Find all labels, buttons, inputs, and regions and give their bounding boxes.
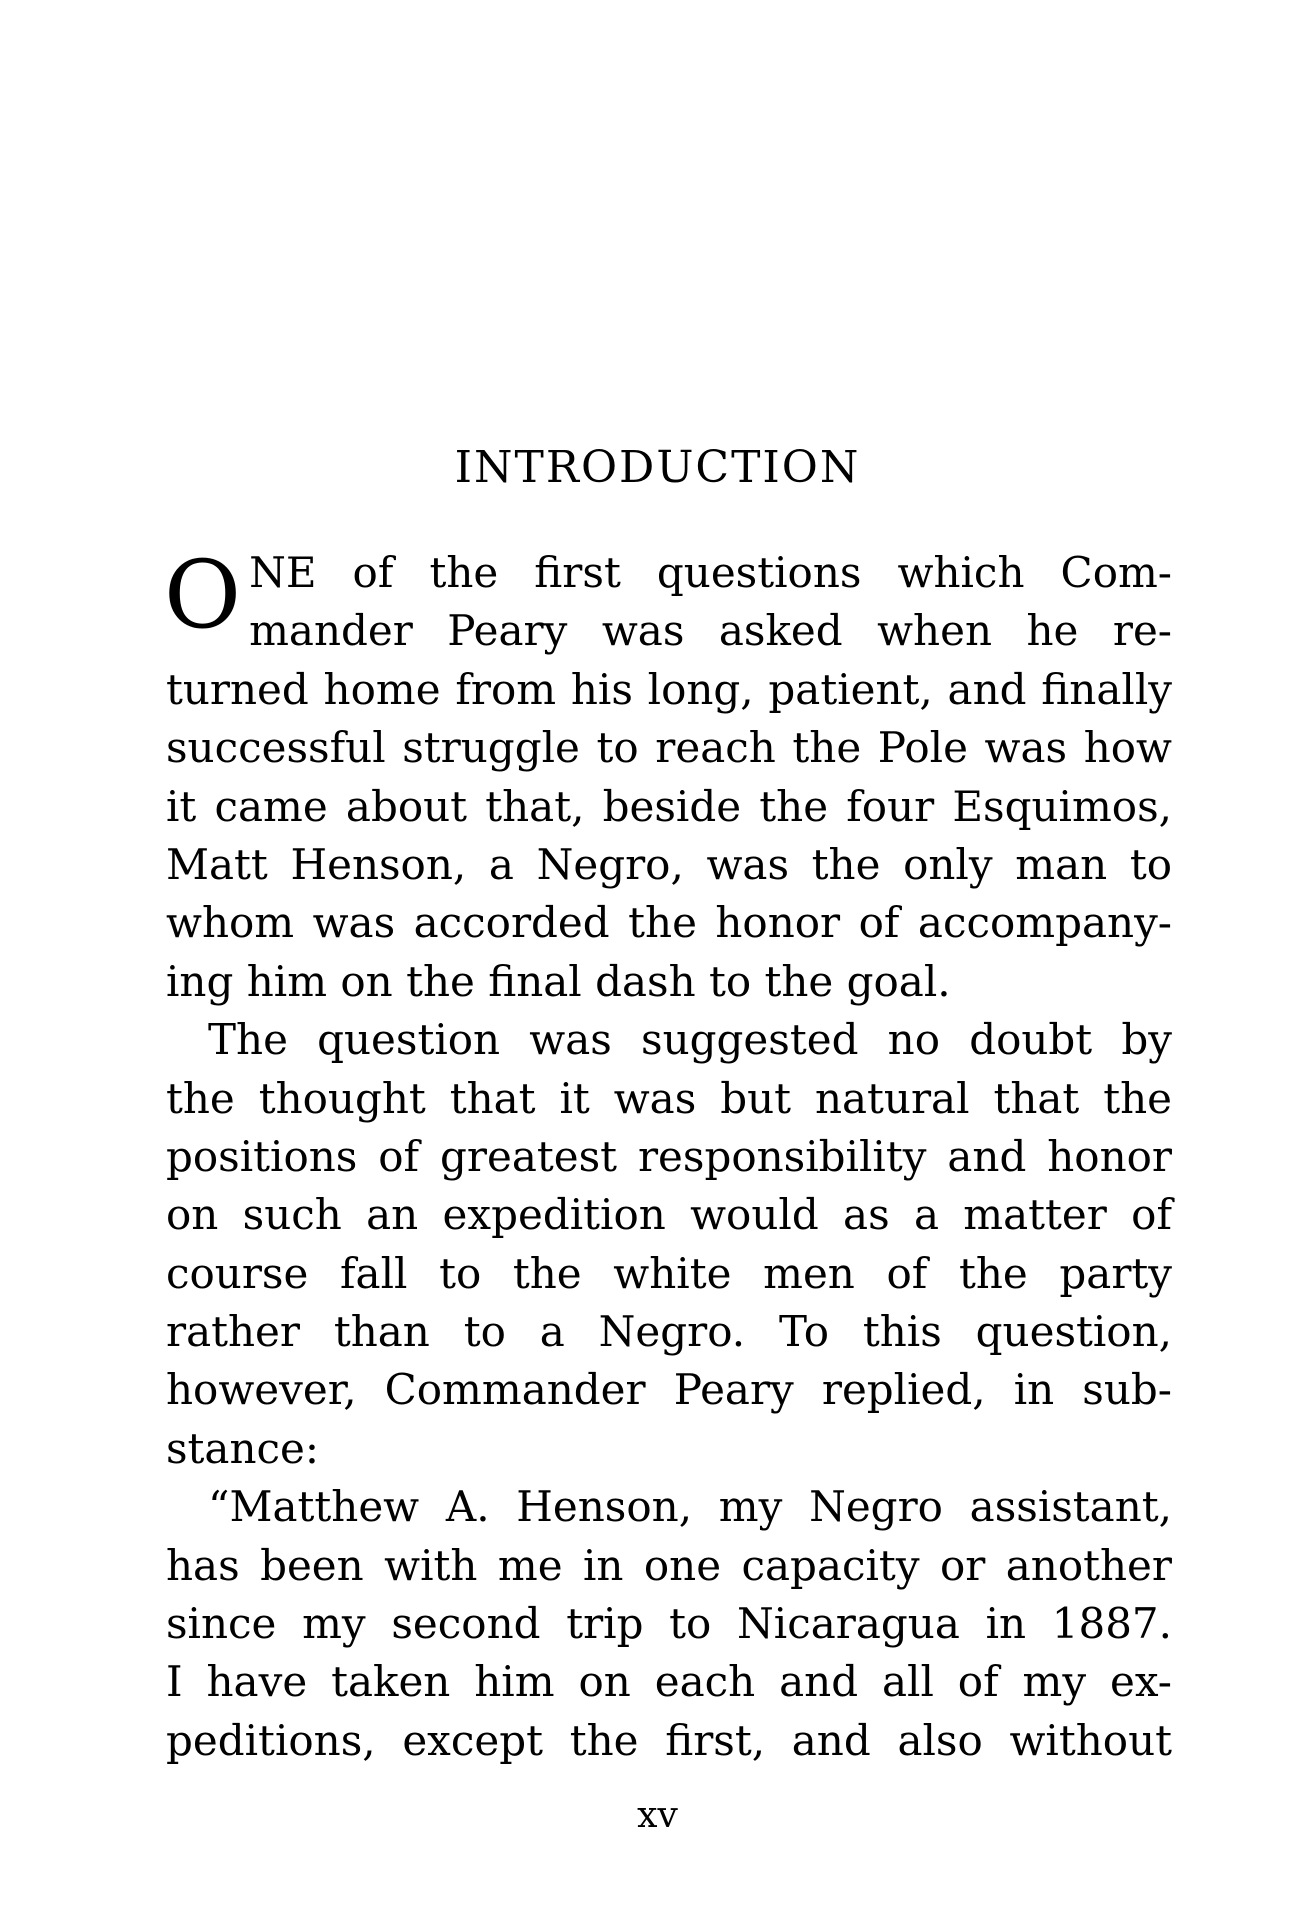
- text-line: since my second trip to Nicaragua in 1887.: [166, 1599, 1172, 1649]
- text-line: stance:: [166, 1423, 320, 1473]
- text-line: NE of the first questions which Com-: [249, 548, 1172, 597]
- text-line: rather than to a Negro. To this question,: [166, 1307, 1172, 1357]
- paragraph-2: [166, 1011, 1172, 1478]
- text-line: successful struggle to reach the Pole was how: [166, 723, 1172, 773]
- text-line: positions of greatest responsibility and honor: [166, 1131, 1172, 1181]
- paragraph-1: [164, 541, 1172, 1011]
- drop-cap: O: [164, 541, 242, 650]
- text-line: The question was suggested no doubt by: [208, 1015, 1172, 1065]
- text-line: it came about that, beside the four Esquimos,: [166, 781, 1172, 831]
- text-line: ing him on the final dash to the goal.: [166, 956, 951, 1006]
- page-number: xv: [637, 1795, 678, 1836]
- text-line: Matt Henson, a Negro, was the only man to: [166, 839, 1172, 889]
- text-line: peditions, except the first, and also without: [166, 1715, 1172, 1765]
- text-line: course fall to the white men of the party: [166, 1248, 1172, 1298]
- text-line: “Matthew A. Henson, my Negro assistant,: [208, 1482, 1172, 1532]
- text-line: mander Peary was asked when he re-: [249, 606, 1172, 656]
- chapter-heading: INTRODUCTION: [454, 442, 861, 493]
- paragraph-3: [166, 1478, 1172, 1770]
- text-line: on such an expedition would as a matter of: [166, 1190, 1172, 1240]
- text-line: the thought that it was but natural that the: [166, 1073, 1172, 1123]
- text-line: whom was accorded the honor of accompany-: [166, 898, 1172, 948]
- body-text: [164, 541, 1172, 1770]
- text-line: has been with me in one capacity or another: [166, 1540, 1172, 1590]
- text-line: I have taken him on each and all of my ex-: [166, 1657, 1172, 1707]
- text-line: turned home from his long, patient, and finally: [166, 664, 1172, 714]
- text-line: however, Commander Peary replied, in sub-: [166, 1365, 1172, 1415]
